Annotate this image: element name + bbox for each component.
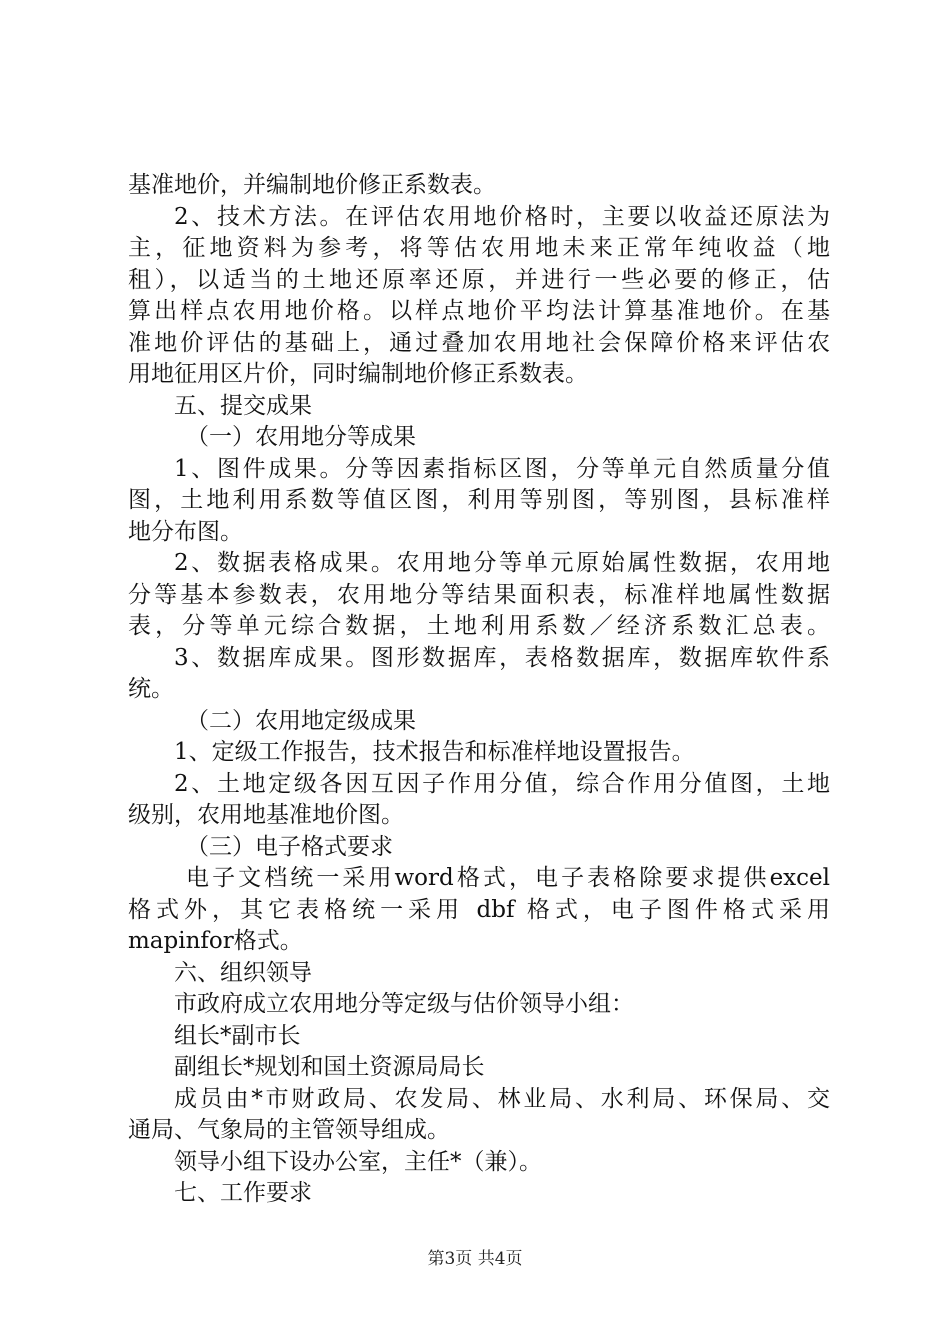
text-line: 基准地价，并编制地价修正系数表。 [128, 172, 496, 198]
text-line: 格式外，其它表格统一采用 dbf 格式，电子图件格式采用 [128, 896, 830, 923]
text-line: 用地征用区片价，同时编制地价修正系数表。 [128, 361, 588, 387]
text-line: 领导小组下设办公室，主任*（兼）。 [174, 1148, 542, 1175]
text-line: 地分布图。 [128, 518, 243, 545]
text-line: 3、数据库成果。图形数据库，表格数据库，数据库软件系 [174, 644, 830, 671]
page-footer: 第3页 共4页 [427, 1249, 523, 1269]
text-line: 通局、气象局的主管领导组成。 [128, 1117, 450, 1143]
text-line: 成员由*市财政局、农发局、林业局、水利局、环保局、交 [174, 1085, 830, 1112]
text-line: 级别，农用地基准地价图。 [128, 802, 404, 828]
text-line: 副组长*规划和国土资源局局长 [174, 1054, 485, 1080]
subsection-heading: （三）电子格式要求 [186, 833, 393, 860]
subsection-heading: （一）农用地分等成果 [186, 424, 416, 450]
text-line: 统。 [128, 676, 174, 702]
text-line: 1、定级工作报告，技术报告和标准样地设置报告。 [174, 739, 695, 765]
text-line: 组长*副市长 [174, 1022, 301, 1049]
text-line: 2、土地定级各因互因子作用分值，综合作用分值图，土地 [174, 770, 830, 797]
section-heading: 七、工作要求 [174, 1180, 312, 1206]
text-line: mapinfor格式。 [128, 928, 303, 954]
section-heading: 五、提交成果 [174, 392, 312, 419]
subsection-heading: （二）农用地定级成果 [186, 707, 416, 734]
text-line: 1、图件成果。分等因素指标区图，分等单元自然质量分值 [174, 455, 830, 482]
text-line: 主，征地资料为参考，将等估农用地未来正常年纯收益（地 [128, 235, 830, 261]
text-line: 电子文档统一采用word格式，电子表格除要求提供excel [186, 865, 830, 891]
text-line: 算出样点农用地价格。以样点地价平均法计算基准地价。在基 [128, 298, 830, 324]
body-text [128, 170, 830, 1210]
text-line: 准地价评估的基础上，通过叠加农用地社会保障价格来评估农 [128, 329, 830, 356]
text-line: 租），以适当的土地还原率还原，并进行一些必要的修正，估 [128, 266, 830, 293]
section-heading: 六、组织领导 [174, 959, 312, 986]
text-line: 图，土地利用系数等值区图，利用等别图，等别图，县标准样 [128, 487, 830, 513]
text-line: 表，分等单元综合数据，土地利用系数／经济系数汇总表。 [128, 613, 830, 639]
text-line: 分等基本参数表，农用地分等结果面积表，标准样地属性数据 [128, 581, 830, 608]
text-line: 市政府成立农用地分等定级与估价领导小组： [174, 991, 634, 1017]
text-line: 2、技术方法。在评估农用地价格时，主要以收益还原法为 [174, 203, 830, 230]
text-line: 2、数据表格成果。农用地分等单元原始属性数据，农用地 [174, 550, 830, 576]
